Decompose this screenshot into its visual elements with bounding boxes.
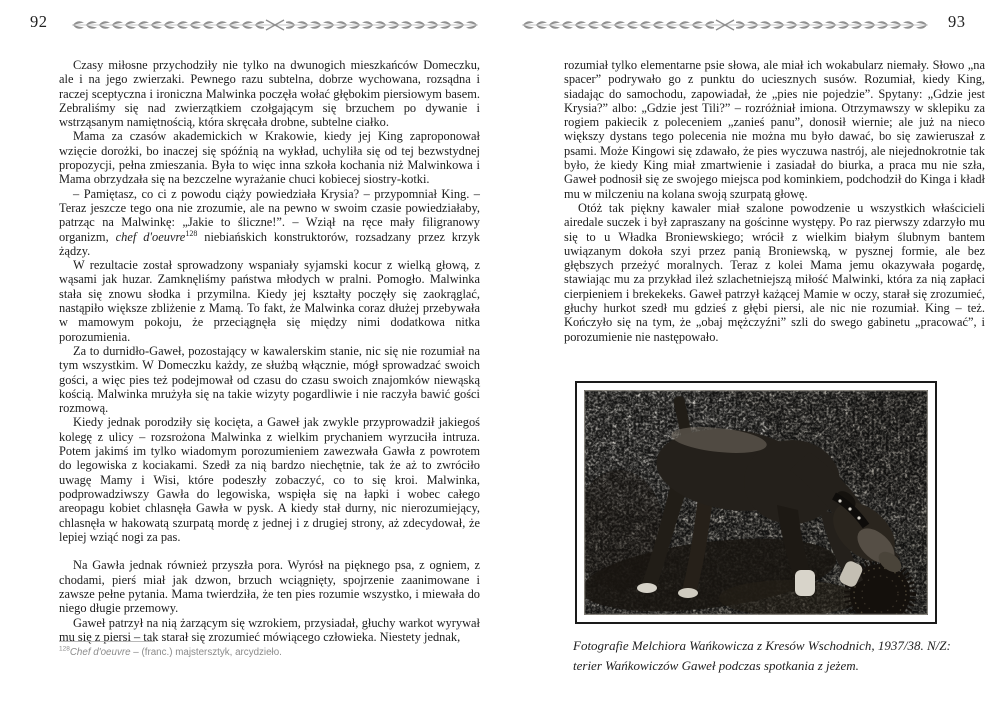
photo-frame: [575, 381, 937, 624]
footnote-marker: 128: [59, 645, 70, 653]
paragraph: Gaweł patrzył na nią żarzącym się wzrokiem, przysiadał, głuchy warkot wyrywał mu się z piersi – tak starał się zrozumieć mówiącego człowieka. Niestety jednak,: [59, 615, 480, 644]
paragraph: Czasy miłosne przychodziły nie tylko na dwunogich mieszkańców Domeczku, ale i na jego zwierzaki. Pewnego razu subtelna, dobrze wychowana, rozsądna i raczej sceptyczna i ironiczna Malwinka poczęła wołać głębokim piersiowym basem. Zebraliśmy się nad zwierzątkiem czołgającym się brzuchem po dywanie i wstrząsanym namiętnością, która skręcała drobne, subtelne ciałko.: [59, 58, 480, 130]
photo-caption: Fotografie Melchiora Wańkowicza z Kresów Wschodnich, 1937/38. N/Z: terier Wańkowiczów Gaweł podczas spotkania z jeżem.: [573, 638, 951, 673]
left-page-text-column: [59, 58, 480, 644]
paragraph: Na Gawła jednak również przyszła pora. Wyrósł na pięknego psa, z ogniem, z chodami, pierś miał jak dzwon, brzuch wciągnięty, spojrzenie zaanimowane i zawsze pełne pytania. Mama twierdziła, że ten pies rozumie wszystko, i miewała do niego długie przemowy.: [59, 558, 480, 616]
paragraph-text: – Pamiętasz, co ci z powodu ciąży powiedziała Krysia? – przypomniał King. – Teraz jeszcze tego ona nie zrozumie, ale na pewno w swoim czasie powiedziałaby, patrząc na Malwinkę: „Jakie to śliczne!”. – Wziął na ręce mały filigranowy organizm,: [59, 186, 480, 244]
paragraph: Otóż tak piękny kawaler miał szalone powodzenie u wszystkich właścicieli airedale suczek i był zapraszany na gościnne występy. Po raz pierwszy zdarzyło mu się to u Władka Broniewskiego; wrócił z wielkim białym ślubnym bantem uwiązanym dokoła szyi przez panią Broniewską, w pysznej formie, ale bez głębszych przeżyć moralnych. Teraz z kolei Mama jemu okazywała pogardę, stawiając mu za przykład ileż szlachetniejszą miłość Malwinki, która za nią zapłaci cierpieniem i brekekeks. Gaweł patrzył każącej Mamie w oczy, starał się zrozumieć, głuchy hurkot szedł mu gdzieś z głębi piersi, ale nic nie rozumiał. King – też. Kończyło się na tym, że „obaj mężczyźni” szli do swego gabinetu „pracować”, i porozumienie nie następowało.: [564, 200, 985, 344]
paragraph: Kiedy jednak porodziły się kocięta, a Gaweł jak zwykle przyprowadził jakiegoś kolegę z ulicy – rozsrożona Malwinka z wielkim prychaniem wyrzuciła intruza. Potem jakimś im tylko wiadomym porozumieniem zawezwała Gawła z powrotem do legowiska z kociakami. Szedł za nią bardzo niechętnie, tak że aż to zwróciło uwagę Mamy i Wisi, które podeszły zobaczyć, co to się kroi. Malwinka, podprowadziwszy Gawła do legowiska, wspięła się na łapki i wobec całego areopagu kobiet chlasnęła Gawła w pysk. A kiedy stał durny, nic nierozumiejący, chlasnęła w hakowatą szurpatą mordę z jednej i z drugiej strony, aż zdecydował, że lepiej wziąć nogi za pas.: [59, 415, 480, 544]
footnote-definition: – (franc.) majstersztyk, arcydzieło.: [130, 647, 282, 658]
paragraph: Mama za czasów akademickich w Krakowie, kiedy jej King zaproponował wzięcie dorożki, bo inaczej się spóźnią na wykład, uchyliła się od tej bezwstydnej propozycji, pełna zmieszania. Była to więc inna szkoła kochania niż Malwinkowa i Mama obrzydzała się na bezczelne wyrażanie chuci kobiecej siostry-kotki.: [59, 129, 480, 187]
page-number-right: 93: [948, 12, 966, 31]
footnote-text: [59, 646, 480, 659]
paragraph-text: niebiańskich konstruktorów, rozsadzany przez krzyk żądzy.: [59, 229, 480, 258]
dog-and-hedgehog-photo: [584, 390, 928, 615]
laurel-divider-icon: [522, 18, 928, 32]
french-term-italic: chef d'oeuvre: [115, 229, 186, 244]
laurel-divider-icon: [72, 18, 478, 32]
paragraph-with-footnote-ref: [59, 187, 480, 258]
page-number-left: 92: [30, 12, 48, 31]
footnote: [59, 641, 480, 659]
footnote-reference: 128: [185, 228, 198, 238]
right-page-text-column: [564, 58, 985, 344]
paragraph: Za to durnidło-Gaweł, pozostający w kawalerskim stanie, nic się nie rozumiał na tym wszystkim. W Domeczku każdy, ze służbą włącznie, mógł sprowadzać swoich gości, a więc pies też podejmował od czasu do czasu swoich znajomków niewąską kością. Malwinka mrużyła się na takie wizyty pogardliwie i nie raczyła bawić gości rozmową.: [59, 343, 480, 416]
footnote-rule: [59, 641, 155, 642]
footnote-term-italic: Chef d'oeuvre: [69, 647, 131, 658]
paragraph-continuation: rozumiał tylko elementarne psie słowa, ale miał ich wokabularz niemały. Słowo „na spacer” podrywało go z punktu do uciesznych susów. Rozumiał, kiedy King, siadając do samochodu, zapowiadał, że „pies nie pojedzie”. Spytany: „Gdzie jest Krysia?” albo: „Gdzie jest Tili?” – rozróżniał imiona. Otrzymawszy w sklepiku za rogiem pakiecik z poleceniem „zanieś panu”, donosił wiernie; ale już na nieco większy dystans tego polecenia nie można mu było dawać, bo się zawieruszał z psami. Może Kingowi się zdawało, że pies wyczuwa nastrój, ale niejednokrotnie tak było, że kiedy King miał zmartwienie i zasiadał do biurka, a praca mu nie szła, Gaweł podnosił się ze swojego miejsca pod kominkiem, podchodził do Kinga i kładł mu w milczeniu na kolana swoją szurpatą głowę.: [564, 58, 985, 201]
paragraph: W rezultacie został sprowadzony wspaniały syjamski kocur z wielką głową, z wąsami jak huzar. Zamknęliśmy państwa młodych w pralni. Pomogło. Malwinka stała się znowu słodka i przymilna. Kiedy jej kształty poczęły się zaokrąglać, nastąpiło większe zbliżenie z Mamą. To fakt, że Malwinka coraz dłużej przebywała w mamowym pokoju, że przeciągnęła się między nimi dodatkowa nitka porozumienia.: [59, 258, 480, 344]
